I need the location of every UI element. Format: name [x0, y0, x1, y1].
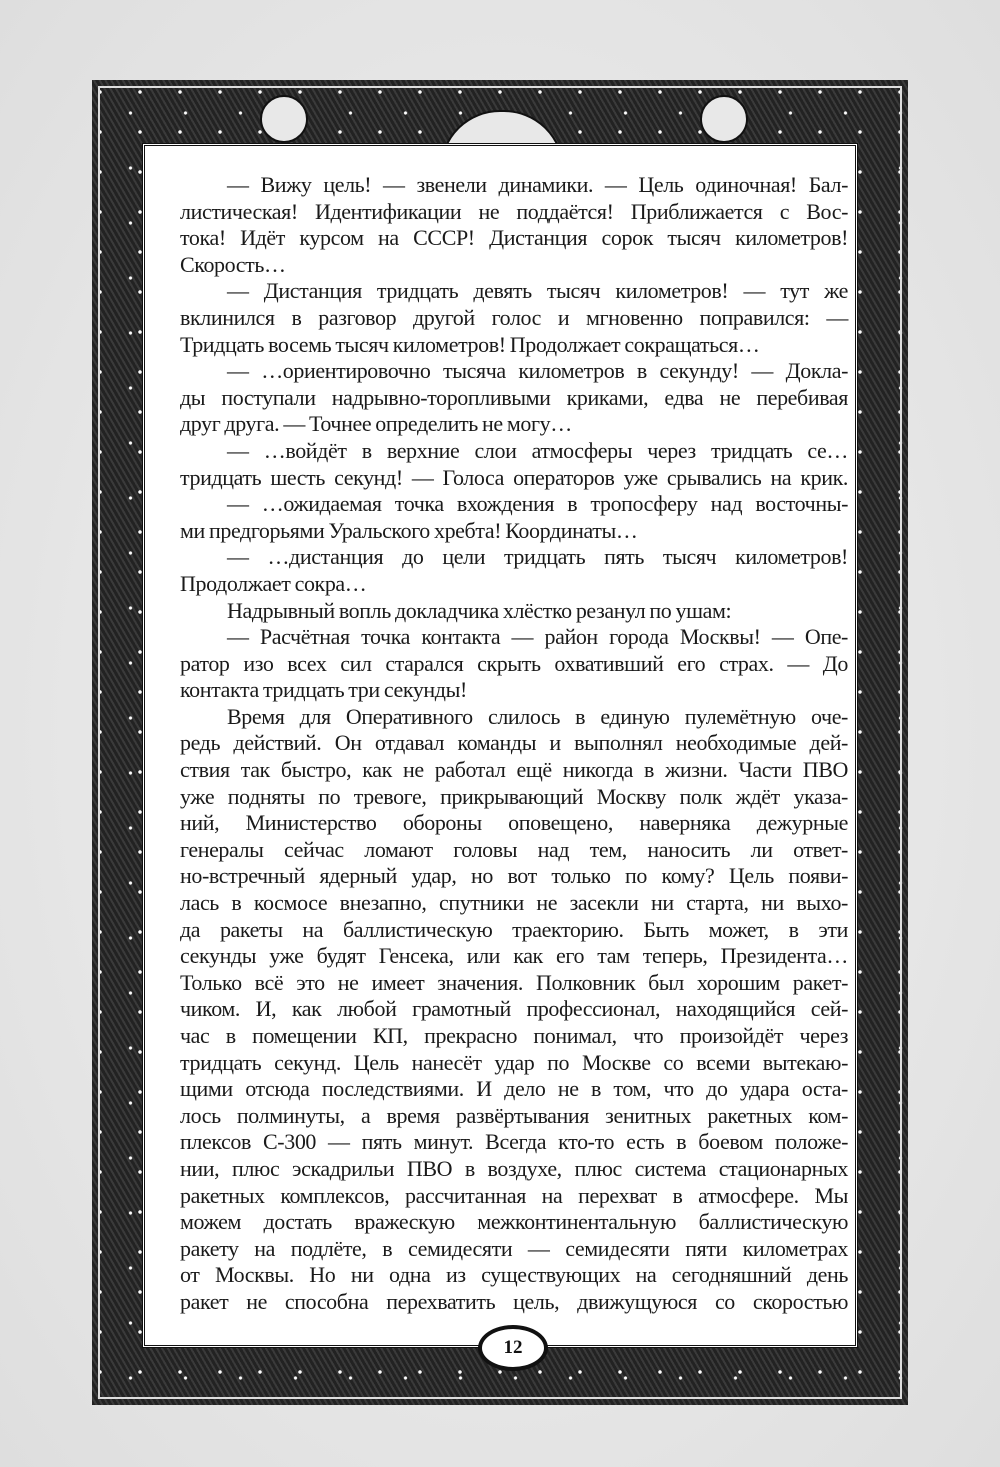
- text-line: — …ориентировочно тысяча километров в секунду! — Докла-: [227, 358, 848, 384]
- text-line: лась в космосе внезапно, спутники не засекли ни старта, ни выхо-: [180, 890, 848, 916]
- text-line: ратор изо всех сил старался скрыть охвативший его страх. — До: [180, 650, 848, 676]
- text-line: Скорость…: [180, 251, 286, 277]
- text-line: — Вижу цель! — звенели динамики. — Цель одиночная! Бал-: [227, 172, 848, 197]
- text-line: секунды уже будят Генсека, или как его там теперь, Президента…: [180, 943, 848, 969]
- page-number: 12: [478, 1325, 548, 1371]
- text-line: — Дистанция тридцать девять тысяч километров! — тут же: [227, 278, 848, 304]
- text-line: ды поступали надрывно-торопливыми криками, едва не перебивая: [180, 384, 848, 410]
- text-line: лось полминуты, а время развёртывания зенитных ракетных ком-: [180, 1102, 848, 1128]
- text-line: уже подняты по тревоге, прикрывающий Москву полк ждёт указа-: [180, 783, 848, 809]
- text-line: плексов С-300 — пять минут. Всегда кто-то есть в боевом положе-: [180, 1129, 848, 1155]
- text-line: редь действий. Он отдавал команды и выполнял необходимые дей-: [180, 730, 848, 756]
- text-line: но-встречный ядерный удар, но вот только по кому? Цель появи-: [180, 863, 848, 889]
- moon-ornament-left: [260, 95, 308, 143]
- text-line: тридцать шесть секунд! — Голоса операторов уже срывались на крик.: [180, 464, 848, 490]
- text-line: ний, Министерство обороны оповещено, наверняка дежурные: [180, 810, 848, 836]
- text-line: Тридцать восемь тысяч километров! Продолжает сокращаться…: [180, 331, 760, 357]
- text-line: тока! Идёт курсом на СССР! Дистанция сорок тысяч километров!: [180, 225, 848, 251]
- text-line: Надрывный вопль докладчика хлёстко резанул по ушам:: [227, 597, 732, 623]
- text-line: — …дистанция до цели тридцать пять тысяч километров!: [227, 544, 848, 570]
- text-line: Продолжает сокра…: [180, 570, 367, 596]
- text-line: тридцать секунд. Цель нанесёт удар по Москве со всеми вытекаю-: [180, 1049, 848, 1075]
- text-line: от Москвы. Но ни одна из существующих на сегодняшний день: [180, 1262, 848, 1288]
- text-line: щими отсюда последствиями. И дело не в том, что до удара оста-: [180, 1076, 848, 1102]
- moon-ornament-right: [700, 95, 748, 143]
- text-line: ствия так быстро, как не работал ещё никогда в жизни. Части ПВО: [180, 757, 848, 783]
- text-line: ракету на подлёте, в семидесяти — семидесяти пяти километрах: [180, 1235, 848, 1261]
- text-line: Время для Оперативного слилось в единую пулемётную оче-: [227, 703, 848, 729]
- text-line: — …войдёт в верхние слои атмосферы через тридцать се…: [227, 437, 848, 463]
- text-line: друг друга. — Точнее определить не могу…: [180, 411, 572, 437]
- text-line: да ракеты на баллистическую траекторию. Быть может, в эти: [180, 916, 848, 942]
- text-line: ми предгорьями Уральского хребта! Координаты…: [180, 517, 638, 543]
- text-line: чиком. И, как любой грамотный профессионал, находящийся сей-: [180, 996, 848, 1022]
- text-line: листическая! Идентификации не поддаётся! Приближается с Вос-: [180, 198, 848, 224]
- text-line: можем достать вражескую межконтинентальную баллистическую: [180, 1209, 848, 1235]
- book-text: [180, 172, 848, 1316]
- text-line: вклинился в разговор другой голос и мгновенно поправился: —: [180, 304, 848, 330]
- text-line: ракет не способна перехватить цель, движущуюся со скоростью: [180, 1288, 848, 1314]
- text-line: ракетных комплексов, рассчитанная на перехват в атмосфере. Мы: [180, 1182, 848, 1208]
- text-line: генералы сейчас ломают головы над тем, наносить ли ответ-: [180, 836, 848, 862]
- text-line: Только всё это не имеет значения. Полковник был хорошим ракет-: [180, 969, 848, 995]
- text-line: час в помещении КП, прекрасно понимал, что произойдёт через: [180, 1023, 848, 1048]
- text-line: — …ожидаемая точка вхождения в тропосферу над восточны-: [227, 491, 848, 517]
- text-line: — Расчётная точка контакта — район города Москвы! — Опе-: [227, 624, 848, 650]
- text-line: нии, плюс эскадрильи ПВО в воздухе, плюс система стационарных: [180, 1155, 848, 1181]
- text-line: контакта тридцать три секунды!: [180, 677, 467, 703]
